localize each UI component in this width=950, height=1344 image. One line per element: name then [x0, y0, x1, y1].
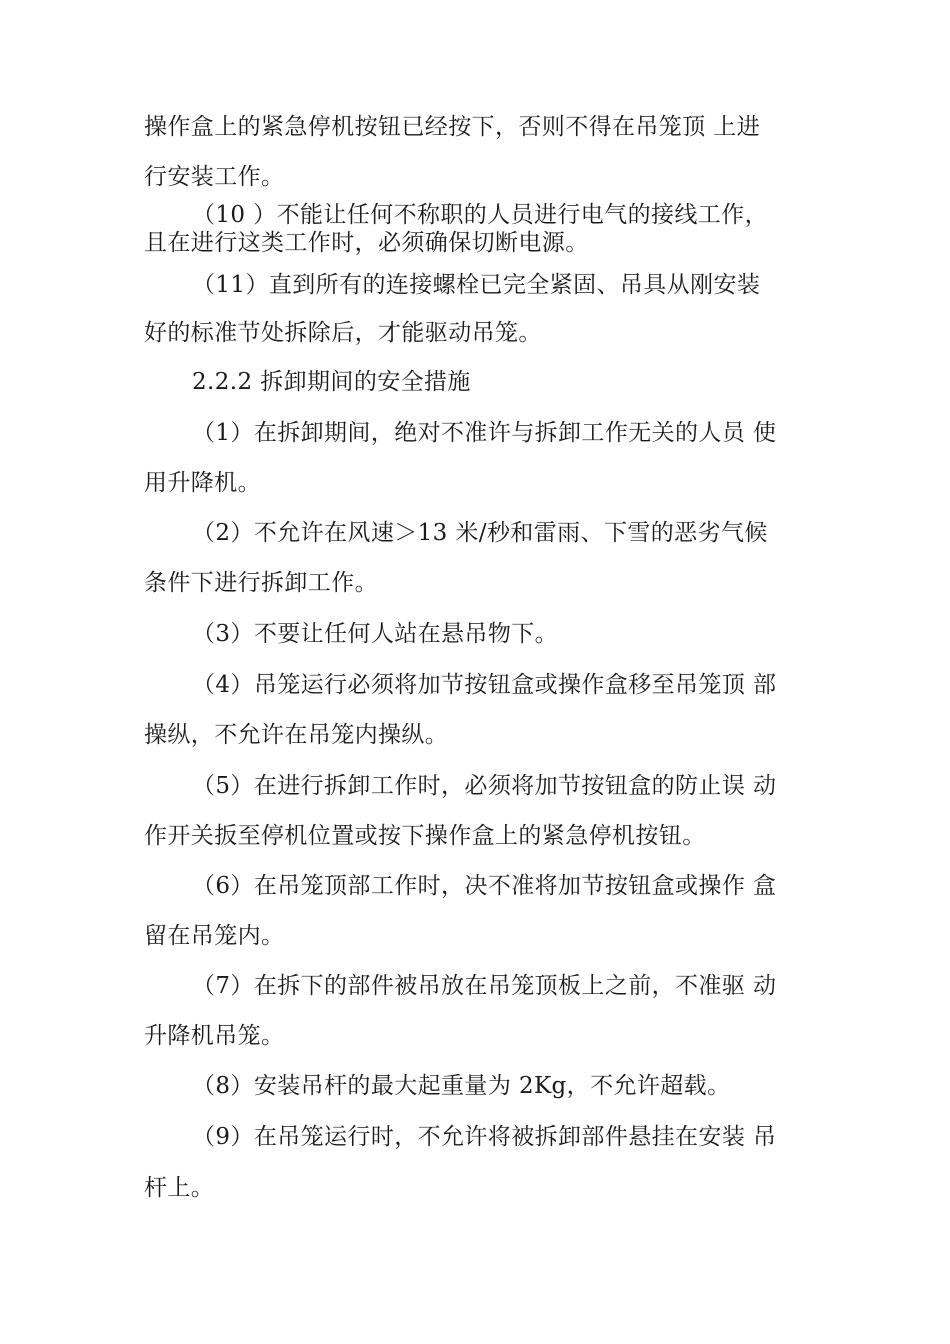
section-heading: 2.2.2 拆卸期间的安全措施	[192, 369, 471, 395]
text-line: 好的标准节处拆除后，才能驱动吊笼。	[144, 320, 542, 346]
text-line: 留在吊笼内。	[144, 923, 285, 949]
text-line: 作开关扳至停机位置或按下操作盒上的紧急停机按钮。	[144, 823, 706, 849]
item-7-line: （7）在拆下的部件被吊放在吊笼顶板上之前，不准驱 动	[192, 973, 777, 999]
item-4-line: （4）吊笼运行必须将加节按钮盒或操作盒移至吊笼顶 部	[192, 672, 777, 698]
text-line: 操纵，不允许在吊笼内操纵。	[144, 722, 449, 748]
text-line: 行安装工作。	[144, 164, 285, 190]
item-6-line: （6）在吊笼顶部工作时，决不准将加节按钮盒或操作 盒	[192, 873, 777, 899]
paragraph-10-line: （10 ）不能让任何不称职的人员进行电气的接线工作，	[192, 202, 768, 228]
paragraph-11-line: （11）直到所有的连接螺栓已完全紧固、吊具从刚安装	[192, 272, 761, 298]
text-line: 用升降机。	[144, 470, 261, 496]
text-line: 杆上。	[144, 1175, 215, 1201]
item-9-line: （9）在吊笼运行时，不允许将被拆卸部件悬挂在安装 吊	[192, 1124, 777, 1150]
item-2-line: （2）不允许在风速＞13 米/秒和雷雨、下雪的恶劣气候	[192, 520, 768, 546]
item-1-line: （1）在拆卸期间，绝对不准许与拆卸工作无关的人员 使	[192, 420, 777, 446]
text-line: 且在进行这类工作时，必须确保切断电源。	[144, 230, 589, 256]
item-3-line: （3）不要让任何人站在悬吊物下。	[192, 621, 559, 647]
text-line: 升降机吊笼。	[144, 1023, 285, 1049]
text-line: 操作盒上的紧急停机按钮已经按下，否则不得在吊笼顶 上进	[144, 114, 761, 140]
item-8-line: （8）安装吊杆的最大起重量为 2Kg，不允许超载。	[192, 1073, 731, 1099]
item-5-line: （5）在进行拆卸工作时，必须将加节按钮盒的防止误 动	[192, 773, 777, 799]
text-line: 条件下进行拆卸工作。	[144, 570, 378, 596]
